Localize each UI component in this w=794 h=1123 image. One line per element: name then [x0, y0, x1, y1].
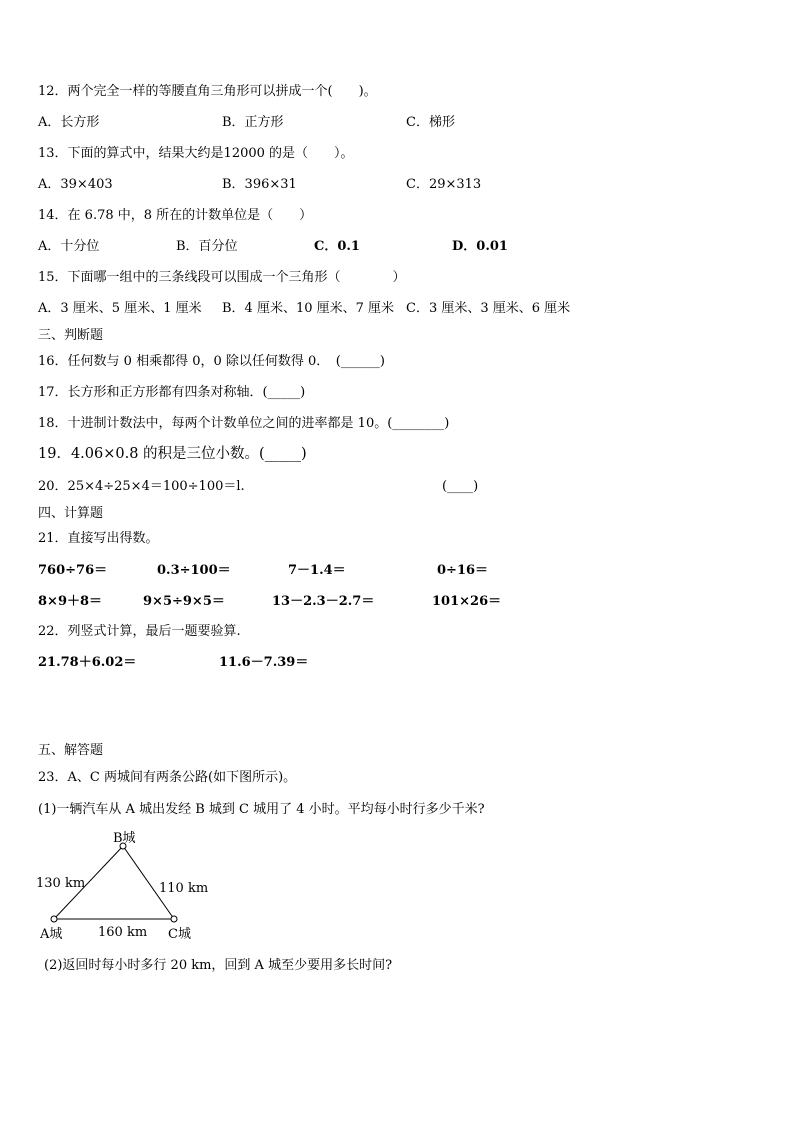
- q14-option-c: C．0.1: [314, 239, 360, 254]
- q21-item: 760÷76＝: [38, 563, 108, 578]
- q15-option-b: B．4 厘米、10 厘米、7 厘米: [222, 301, 395, 316]
- question-14-stem: 14．在 6.78 中，8 所在的计数单位是（ ）: [38, 208, 313, 223]
- question-18: 18．十进制计数法中，每两个计数单位之间的进率都是 10。(________): [38, 416, 450, 431]
- question-23-part-2: (2)返回时每小时多行 20 km，回到 A 城至少要用多长时间?: [44, 958, 393, 973]
- question-23-stem: 23．A、C 两城间有两条公路(如下图所示)。: [38, 770, 297, 785]
- q21-item: 9×5÷9×5＝: [143, 594, 225, 609]
- q15-option-a: A．3 厘米、5 厘米、1 厘米: [38, 301, 202, 316]
- q13-option-c: C．29×313: [406, 177, 482, 192]
- label-bc-length: 110 km: [159, 881, 209, 896]
- q12-option-b: B．正方形: [222, 115, 284, 130]
- q22-item: 21.78＋6.02＝: [38, 655, 137, 670]
- question-15-stem: 15．下面哪一组中的三条线段可以围成一个三角形（ ）: [38, 270, 406, 285]
- section-4-heading: 四、计算题: [38, 506, 104, 521]
- question-21-stem: 21．直接写出得数。: [38, 531, 159, 546]
- vertex-a: [51, 916, 57, 922]
- q14-option-a: A．十分位: [38, 239, 100, 254]
- q15-option-c: C．3 厘米、3 厘米、6 厘米: [406, 301, 571, 316]
- q13-option-a: A．39×403: [38, 177, 113, 192]
- question-13-stem: 13．下面的算式中，结果大约是12000 的是（ ）。: [38, 146, 354, 161]
- q14-option-b: B．百分位: [176, 239, 238, 254]
- label-a: A城: [40, 927, 63, 942]
- q12-option-c: C．梯形: [406, 115, 455, 130]
- q14-option-d: D．0.01: [452, 239, 508, 254]
- question-17: 17．长方形和正方形都有四条对称轴．(_____): [38, 385, 306, 400]
- vertex-c: [171, 916, 177, 922]
- q21-item: 0÷16＝: [437, 563, 489, 578]
- question-23-part-1: (1)一辆汽车从 A 城出发经 B 城到 C 城用了 4 小时。平均每小时行多少千米?: [38, 802, 485, 817]
- label-ac-length: 160 km: [98, 925, 148, 940]
- triangle-figure: [30, 830, 270, 950]
- q21-item: 7－1.4＝: [288, 563, 346, 578]
- q22-item: 11.6－7.39＝: [219, 655, 309, 670]
- q12-option-a: A．长方形: [38, 115, 100, 130]
- q21-item: 8×9＋8＝: [38, 594, 103, 609]
- q21-item: 101×26＝: [432, 594, 502, 609]
- q13-option-b: B．396×31: [222, 177, 297, 192]
- question-20-blank: (____): [442, 479, 479, 494]
- label-c: C城: [168, 927, 191, 942]
- question-12-stem: 12．两个完全一样的等腰直角三角形可以拼成一个( )。: [38, 84, 377, 99]
- label-ab-length: 130 km: [36, 876, 86, 891]
- question-16: 16．任何数与 0 相乘都得 0，0 除以任何数得 0． (______): [38, 354, 385, 369]
- section-5-heading: 五、解答题: [38, 743, 104, 758]
- q21-item: 0.3÷100＝: [157, 563, 231, 578]
- label-b: B城: [113, 831, 136, 846]
- question-22-stem: 22．列竖式计算，最后一题要验算.: [38, 624, 241, 639]
- section-3-heading: 三、判断题: [38, 328, 104, 343]
- question-20-stem: 20．25×4÷25×4＝100÷100＝l.: [38, 479, 245, 494]
- q21-item: 13－2.3－2.7＝: [272, 594, 375, 609]
- question-19: 19．4.06×0.8 的积是三位小数。(_____): [38, 446, 307, 462]
